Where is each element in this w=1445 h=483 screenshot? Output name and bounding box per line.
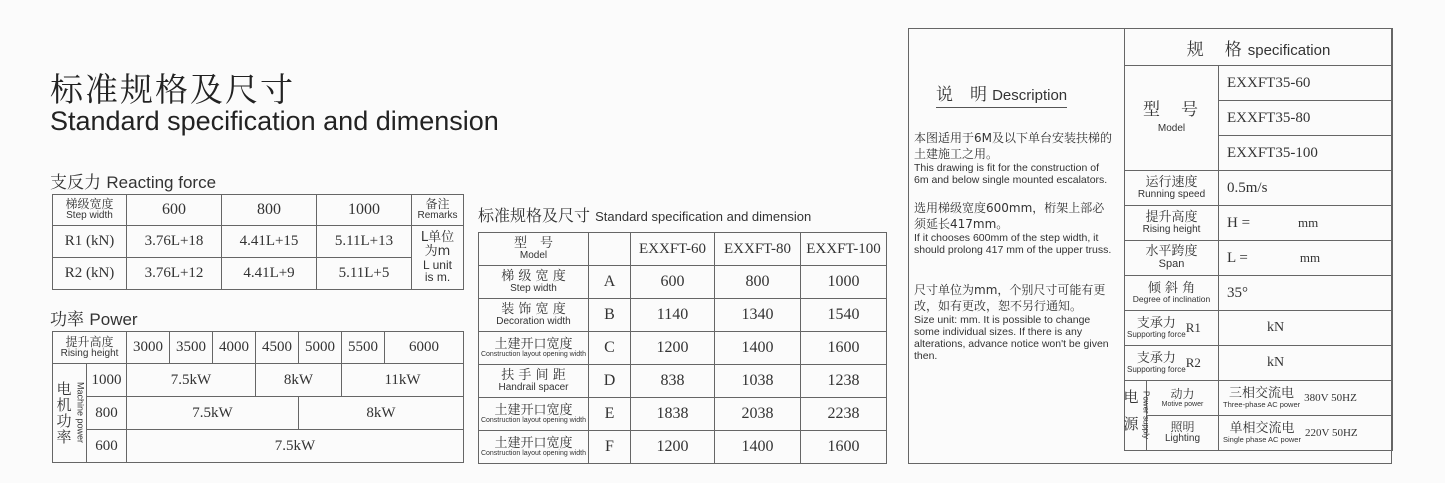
value-cell: 838	[631, 365, 715, 398]
model-cell: EXXFT-100	[801, 233, 887, 266]
model-cell: EXXFT-80	[715, 233, 801, 266]
dimension-title: 标准规格及尺寸 Standard specification and dimension	[478, 206, 812, 225]
spec-inclination-label: 倾 斜 角 Degree of inclination	[1125, 276, 1219, 311]
height-cell: 3000	[127, 332, 170, 364]
spec-model-value: EXXFT35-60	[1219, 66, 1393, 101]
spec-power-supply-label: 电源 Power supply	[1125, 381, 1147, 451]
description-paragraph-2: 选用梯级宽度600mm，桁架上部必须延长417mm。 If it chooses 600mm of the step width, it should prolong 417 mm of the upper truss.	[914, 201, 1112, 256]
value-cell: 4.41L+9	[222, 258, 317, 290]
model-cell: EXXFT-60	[631, 233, 715, 266]
value-cell: 600	[631, 266, 715, 299]
width-cell: 1000	[87, 364, 127, 397]
value-cell: 1038	[715, 365, 801, 398]
spec-r2-value: kN	[1219, 346, 1393, 381]
machine-power-label: 电机功率 Machine power	[53, 364, 87, 463]
width-cell: 600	[127, 195, 222, 226]
row-label: 扶 手 间 距 Handrail spacer	[479, 365, 589, 398]
spec-r1-label: 支承力 Supporting force R1	[1125, 311, 1219, 346]
value-cell: 1238	[801, 365, 887, 398]
value-cell: 1200	[631, 431, 715, 464]
rising-height-header: 提升高度 Rising height	[53, 332, 127, 364]
row-label: 装 饰 宽 度 Decoration width	[479, 299, 589, 332]
row-label: 土建开口宽度 Construction layout opening width	[479, 398, 589, 431]
row-code: F	[589, 431, 631, 464]
height-cell: 5500	[342, 332, 385, 364]
value-cell: 1400	[715, 332, 801, 365]
value-cell: 800	[715, 266, 801, 299]
height-cell: 3500	[170, 332, 213, 364]
spec-rise-value: H = mm	[1219, 206, 1393, 241]
height-cell: 6000	[385, 332, 464, 364]
description-paragraph-1: 本图适用于6M及以下单台安装扶梯的土建施工之用。 This drawing is fit for the construction of 6m and below single mounted escalators.	[914, 131, 1112, 186]
row-code: E	[589, 398, 631, 431]
spec-r2-label: 支承力 Supporting force R2	[1125, 346, 1219, 381]
row-label-r2: R2 (kN)	[53, 258, 127, 290]
spec-span-label: 水平跨度 Span	[1125, 241, 1219, 276]
row-code: C	[589, 332, 631, 365]
spec-speed-value: 0.5m/s	[1219, 171, 1393, 206]
value-cell: 5.11L+13	[317, 226, 412, 258]
page-title-en: Standard specification and dimension	[50, 106, 499, 136]
value-cell: 5.11L+5	[317, 258, 412, 290]
value-cell: 1340	[715, 299, 801, 332]
width-cell: 800	[87, 397, 127, 430]
model-header: 型 号 Model	[479, 233, 589, 266]
power-cell: 11kW	[342, 364, 464, 397]
step-width-header: 梯级宽度 Step width	[53, 195, 127, 226]
width-cell: 800	[222, 195, 317, 226]
spec-rise-label: 提升高度 Rising height	[1125, 206, 1219, 241]
value-cell: 4.41L+15	[222, 226, 317, 258]
description-title: 说 明 Description	[936, 80, 1067, 108]
spec-lighting-label: 照明 Lighting	[1147, 416, 1219, 451]
row-label-r1: R1 (kN)	[53, 226, 127, 258]
row-label: 梯 级 宽 度 Step width	[479, 266, 589, 299]
power-cell: 7.5kW	[127, 397, 299, 430]
spec-motive-label: 动力 Motive power	[1147, 381, 1219, 416]
row-code: D	[589, 365, 631, 398]
width-cell: 1000	[317, 195, 412, 226]
value-cell: 1600	[801, 332, 887, 365]
value-cell: 1540	[801, 299, 887, 332]
row-code: A	[589, 266, 631, 299]
spec-title: 规 格 specification	[1125, 29, 1393, 66]
row-label: 土建开口宽度 Construction layout opening width	[479, 431, 589, 464]
height-cell: 4500	[256, 332, 299, 364]
code-header	[589, 233, 631, 266]
power-cell: 8kW	[299, 397, 464, 430]
specification-table	[1121, 28, 1393, 451]
value-cell: 2038	[715, 398, 801, 431]
power-cell: 8kW	[256, 364, 342, 397]
spec-inclination-value: 35°	[1219, 276, 1393, 311]
description-paragraph-3: 尺寸单位为mm，个别尺寸可能有更改，如有更改，恕不另行通知。 Size unit: mm. It is possible to change some individual sizes. If there is any alterations, advance notice won't be given then.	[914, 283, 1109, 362]
width-cell: 600	[87, 430, 127, 463]
spec-model-value: EXXFT35-100	[1219, 136, 1393, 171]
value-cell: 1140	[631, 299, 715, 332]
remark-cell: L单位 为m L unit is m.	[412, 226, 464, 290]
value-cell: 3.76L+18	[127, 226, 222, 258]
description-text	[914, 130, 1116, 362]
spec-r1-value: kN	[1219, 311, 1393, 346]
spec-model-value: EXXFT35-80	[1219, 101, 1393, 136]
height-cell: 4000	[213, 332, 256, 364]
value-cell: 2238	[801, 398, 887, 431]
spec-span-value: L = mm	[1219, 241, 1393, 276]
value-cell: 1000	[801, 266, 887, 299]
page-title-cn: 标准规格及尺寸	[50, 70, 295, 109]
reacting-force-table	[52, 194, 464, 290]
spec-motive-value: 三相交流电 Three-phase AC power 380V 50HZ	[1219, 381, 1393, 416]
value-cell: 1838	[631, 398, 715, 431]
spec-lighting-value: 单相交流电 Single phase AC power 220V 50HZ	[1219, 416, 1393, 451]
value-cell: 1400	[715, 431, 801, 464]
value-cell: 1600	[801, 431, 887, 464]
remarks-header: 备注 Remarks	[412, 195, 464, 226]
height-cell: 5000	[299, 332, 342, 364]
spec-model-label: 型 号 Model	[1125, 66, 1219, 171]
dimension-table	[478, 232, 887, 464]
power-table	[52, 331, 464, 463]
spec-speed-label: 运行速度 Running speed	[1125, 171, 1219, 206]
power-cell: 7.5kW	[127, 364, 256, 397]
reacting-force-title: 支反力 Reacting force	[50, 173, 217, 193]
power-cell: 7.5kW	[127, 430, 464, 463]
value-cell: 1200	[631, 332, 715, 365]
value-cell: 3.76L+12	[127, 258, 222, 290]
row-label: 土建开口宽度 Construction layout opening width	[479, 332, 589, 365]
row-code: B	[589, 299, 631, 332]
power-title: 功率 Power	[50, 310, 138, 330]
